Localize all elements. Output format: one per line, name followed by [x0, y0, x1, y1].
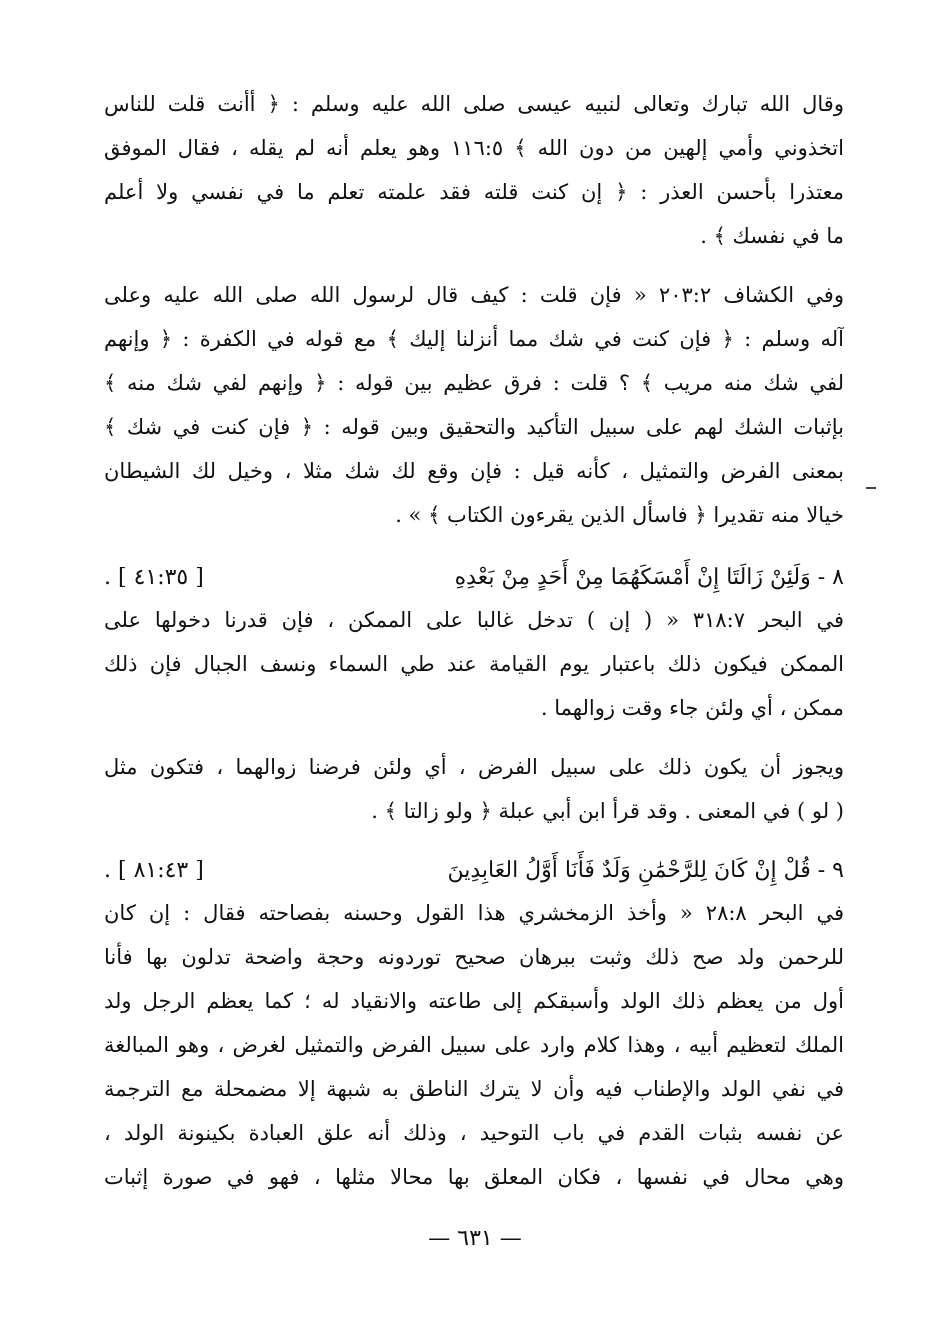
- verse-heading: [104, 558, 844, 598]
- text-line: بإثبات الشك لهم على سبيل التأكيد والتحقيق وبين قوله : ﴿ فإن كنت في شك ﴾: [104, 415, 844, 439]
- text-line: في البحر ٣١٨:٧ « ( إن ) تدخل غالبا على الممكن ، فإن قدرنا دخولها على: [104, 608, 844, 632]
- text-line: ( لو ) في المعنى . وقد قرأ ابن أبي عبلة ﴿ ولو زالتا ﴾ .: [371, 799, 844, 823]
- verse-heading: [104, 851, 844, 891]
- text-line: آله وسلم : ﴿ فإن كنت في شك مما أنزلنا إليك ﴾ مع قوله في الكفرة : ﴿ وإنهم: [104, 327, 844, 351]
- text-line: عن نفسه بثبات القدم في باب التوحيد ، وذلك أنه علق العبادة بكينونة الولد ،: [104, 1121, 844, 1145]
- text-line: وهي محال في نفسها ، فكان المعلق بها محالا مثلها ، فهو في صورة إثبات: [104, 1165, 844, 1189]
- text-line: للرحمن ولد صح ذلك وثبت ببرهان صحيح توردونه وحجة واضحة تدلون بها فأنا: [104, 945, 844, 969]
- text-line: ويجوز أن يكون ذلك على سبيل الفرض ، أي ولئن فرضنا زوالهما ، فتكون مثل: [104, 755, 844, 779]
- text-line: لفي شك منه مريب ﴾ ؟ قلت : فرق عظيم بين قوله : ﴿ وإنهم لفي شك منه ﴾: [104, 371, 844, 395]
- verse-text: ٩ - قُلْ إِنْ كَانَ لِلرَّحْمَٰنِ وَلَدٌ فَأَنَا أَوَّلُ العَابِدِينَ: [447, 858, 844, 883]
- text-line: ممكن ، أي ولئن جاء وقت زوالهما .: [540, 696, 844, 720]
- text-line: بمعنى الفرض والتمثيل ، كأنه قيل : فإن وقع لك شك مثلا ، وخيل لك الشيطان: [104, 459, 844, 483]
- text-line: الممكن فيكون ذلك باعتبار يوم القيامة عند طي السماء ونسف الجبال فإن ذلك: [104, 652, 844, 676]
- scan-mark: [866, 487, 876, 489]
- text-line: وقال الله تبارك وتعالى لنبيه عيسى صلى الله عليه وسلم : ﴿ أأنت قلت للناس: [104, 92, 844, 116]
- verse-reference: [ ٨١:٤٣ ] .: [104, 858, 204, 883]
- text-line: اتخذوني وأمي إلهين من دون الله ﴾ ١١٦:٥ وهو يعلم أنه لم يقله ، فقال الموفق: [104, 136, 844, 160]
- text-line: وفي الكشاف ٢٠٣:٢ « فإن قلت : كيف قال لرسول الله صلى الله عليه وعلى: [104, 283, 844, 307]
- text-line: في نفي الولد والإطناب فيه وأن لا يترك الناطق به شبهة إلا مضمحلة مع الترجمة: [104, 1077, 844, 1101]
- verse-reference: [ ٤١:٣٥ ] .: [104, 565, 204, 590]
- text-line: أول من يعظم ذلك الولد وأسبقكم إلى طاعته والانقياد له ؛ كما يعظم الرجل ولد: [104, 989, 844, 1013]
- text-line: في البحر ٢٨:٨ « وأخذ الزمخشري هذا القول وحسنه بفصاحته فقال : إن كان: [104, 901, 844, 925]
- text-line: الملك لتعظيم أبيه ، وهذا كلام وارد على سبيل الفرض والتمثيل لغرض ، وهو المبالغة: [104, 1033, 844, 1057]
- text-line: معتذرا بأحسن العذر : ﴿ إن كنت قلته فقد علمته تعلم ما في نفسي ولا أعلم: [104, 180, 844, 204]
- text-line: خيالا منه تقديرا ﴿ فاسأل الذين يقرءون الكتاب ﴾ » .: [395, 503, 844, 527]
- verse-text: ٨ - وَلَئِنْ زَالَتَا إِنْ أَمْسَكَهُمَا مِنْ أَحَدٍ مِنْ بَعْدِهِ: [454, 565, 844, 590]
- text-line: ما في نفسك ﴾ .: [700, 224, 844, 248]
- page-number: — ٦٣١ —: [428, 1226, 522, 1251]
